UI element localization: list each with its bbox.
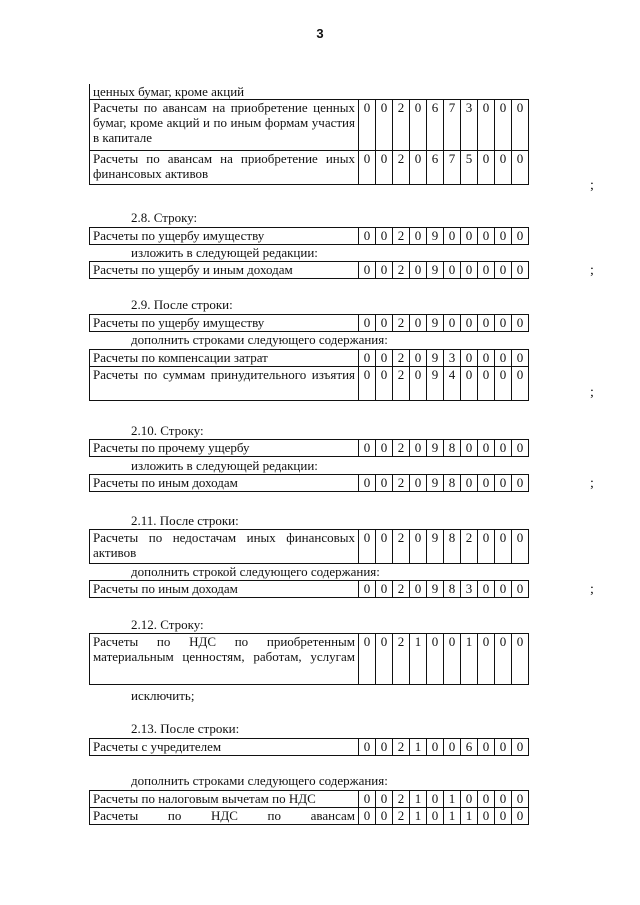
row-name: Расчеты по прочему ущербу [90,440,359,457]
section-heading: дополнить строками следующего содержания: [131,332,388,347]
code-digit: 2 [393,634,410,685]
code-digit: 0 [512,791,529,808]
row-name: Расчеты по недостачам иных финансовых активов [90,530,359,564]
code-digit: 0 [376,530,393,564]
code-digit: 0 [495,581,512,598]
code-digit: 0 [478,808,495,825]
code-digit: 1 [461,808,478,825]
code-digit: 1 [410,739,427,756]
table-row [90,581,529,598]
code-digit: 0 [359,440,376,457]
code-digit: 7 [444,151,461,185]
code-digit: 0 [512,228,529,245]
code-digit: 3 [461,581,478,598]
code-digit: 1 [410,808,427,825]
code-digit: 6 [427,100,444,151]
code-digit: 0 [512,367,529,401]
code-table [89,84,529,185]
code-digit: 0 [512,350,529,367]
row-name: ценных бумаг, кроме акций [90,84,529,100]
semicolon: ; [590,263,594,278]
code-digit: 8 [444,475,461,492]
code-digit: 0 [427,808,444,825]
code-digit: 0 [427,634,444,685]
page-number: 3 [316,26,324,41]
code-digit: 0 [478,151,495,185]
code-digit: 0 [410,350,427,367]
code-table [89,314,529,332]
code-digit: 0 [410,367,427,401]
code-digit: 0 [512,315,529,332]
code-digit: 0 [359,367,376,401]
semicolon: ; [590,582,594,597]
code-digit: 2 [393,262,410,279]
code-digit: 0 [495,367,512,401]
code-digit: 0 [376,808,393,825]
semicolon: ; [590,476,594,491]
code-digit: 6 [461,739,478,756]
code-digit: 0 [478,791,495,808]
code-digit: 6 [427,151,444,185]
code-digit: 0 [461,367,478,401]
code-digit: 0 [376,315,393,332]
code-digit: 0 [478,350,495,367]
code-table [89,349,529,401]
code-digit: 0 [478,367,495,401]
code-digit: 0 [444,315,461,332]
code-digit: 0 [359,581,376,598]
code-digit: 2 [393,791,410,808]
code-digit: 0 [512,739,529,756]
code-digit: 0 [410,228,427,245]
code-digit: 7 [444,100,461,151]
code-digit: 9 [427,440,444,457]
code-digit: 2 [393,100,410,151]
table-row [90,315,529,332]
code-digit: 0 [410,262,427,279]
code-digit: 0 [376,262,393,279]
code-digit: 0 [495,530,512,564]
semicolon: ; [590,178,594,193]
code-digit: 0 [512,151,529,185]
code-digit: 0 [512,475,529,492]
code-digit: 0 [478,100,495,151]
table-row [90,475,529,492]
code-digit: 0 [461,228,478,245]
code-digit: 0 [478,262,495,279]
code-digit: 2 [393,581,410,598]
code-digit: 0 [461,315,478,332]
code-digit: 0 [495,791,512,808]
code-digit: 0 [376,100,393,151]
code-digit: 0 [410,440,427,457]
code-digit: 0 [427,739,444,756]
code-table [89,439,529,457]
code-digit: 0 [495,808,512,825]
code-digit: 9 [427,530,444,564]
semicolon: ; [590,385,594,400]
section-heading: 2.10. Строку: [131,423,204,438]
code-digit: 2 [393,151,410,185]
code-digit: 0 [444,634,461,685]
code-digit: 4 [444,367,461,401]
code-digit: 8 [444,581,461,598]
section-heading: 2.8. Строку: [131,210,198,225]
code-digit: 3 [444,350,461,367]
code-digit: 0 [461,350,478,367]
table-row [90,262,529,279]
section-heading: исключить; [131,688,195,703]
code-digit: 0 [410,530,427,564]
code-digit: 0 [478,581,495,598]
code-digit: 0 [376,739,393,756]
code-digit: 1 [461,634,478,685]
code-digit: 9 [427,581,444,598]
code-digit: 0 [359,634,376,685]
code-digit: 0 [359,350,376,367]
code-digit: 0 [478,315,495,332]
code-digit: 0 [444,228,461,245]
code-digit: 0 [495,228,512,245]
section-heading: изложить в следующей редакции: [131,458,318,473]
code-digit: 0 [376,151,393,185]
code-digit: 0 [478,440,495,457]
code-digit: 9 [427,367,444,401]
code-digit: 1 [410,791,427,808]
row-name: Расчеты по авансам на приобретение иных финансовых активов [90,151,359,185]
code-digit: 0 [495,100,512,151]
section-heading: дополнить строкой следующего содержания: [131,564,380,579]
code-digit: 0 [495,315,512,332]
code-table [89,633,529,685]
code-digit: 0 [512,440,529,457]
code-digit: 0 [495,739,512,756]
table-row [90,84,529,100]
section-heading: 2.9. После строки: [131,297,233,312]
code-digit: 0 [478,530,495,564]
section-heading: 2.12. Строку: [131,617,204,632]
code-digit: 2 [393,739,410,756]
section-heading: 2.11. После строки: [131,513,239,528]
code-digit: 0 [495,350,512,367]
code-digit: 8 [444,530,461,564]
code-digit: 9 [427,228,444,245]
code-digit: 0 [376,791,393,808]
code-digit: 0 [478,739,495,756]
row-name: Расчеты по компенсации затрат [90,350,359,367]
code-digit: 0 [478,228,495,245]
code-digit: 0 [359,739,376,756]
table-row [90,440,529,457]
code-digit: 0 [478,634,495,685]
code-table [89,227,529,245]
code-digit: 0 [444,739,461,756]
code-digit: 9 [427,475,444,492]
code-digit: 0 [427,791,444,808]
code-digit: 0 [461,440,478,457]
code-digit: 0 [512,530,529,564]
code-digit: 0 [359,100,376,151]
code-digit: 0 [359,151,376,185]
code-digit: 1 [444,791,461,808]
row-name: Расчеты с учредителем [90,739,359,756]
code-digit: 0 [495,440,512,457]
code-digit: 0 [376,367,393,401]
code-digit: 2 [393,475,410,492]
code-digit: 0 [376,634,393,685]
code-digit: 2 [393,350,410,367]
code-digit: 0 [376,440,393,457]
code-digit: 0 [512,808,529,825]
code-digit: 0 [359,228,376,245]
code-digit: 2 [393,808,410,825]
code-digit: 0 [410,581,427,598]
code-table [89,261,529,279]
code-digit: 2 [393,530,410,564]
row-name: Расчеты по налоговым вычетам по НДС [90,791,359,808]
code-digit: 0 [376,228,393,245]
code-table [89,580,529,598]
code-digit: 9 [427,350,444,367]
row-name: Расчеты по ущербу и иным доходам [90,262,359,279]
code-digit: 0 [410,151,427,185]
code-digit: 0 [495,475,512,492]
table-row [90,634,529,685]
code-digit: 0 [359,791,376,808]
code-digit: 0 [410,315,427,332]
section-heading: изложить в следующей редакции: [131,245,318,260]
code-digit: 2 [461,530,478,564]
code-digit: 3 [461,100,478,151]
row-name: Расчеты по НДС по приобретенным материальным ценностям, работам, услугам [90,634,359,685]
code-digit: 0 [461,791,478,808]
code-digit: 0 [376,581,393,598]
code-digit: 0 [359,530,376,564]
row-name: Расчеты по иным доходам [90,581,359,598]
section-heading: дополнить строками следующего содержания: [131,773,388,788]
row-name: Расчеты по ущербу имуществу [90,315,359,332]
code-digit: 0 [359,315,376,332]
code-digit: 0 [444,262,461,279]
code-digit: 9 [427,262,444,279]
code-digit: 2 [393,367,410,401]
row-name: Расчеты по НДС по авансам [90,808,359,825]
code-digit: 1 [410,634,427,685]
code-digit: 0 [376,475,393,492]
code-digit: 0 [512,581,529,598]
code-digit: 0 [376,350,393,367]
code-digit: 0 [359,475,376,492]
table-row [90,739,529,756]
code-digit: 5 [461,151,478,185]
table-row [90,367,529,401]
section-heading: 2.13. После строки: [131,721,240,736]
code-table [89,738,529,756]
code-digit: 2 [393,440,410,457]
code-digit: 0 [512,262,529,279]
code-digit: 0 [359,808,376,825]
code-digit: 0 [495,634,512,685]
code-digit: 0 [495,151,512,185]
code-digit: 0 [461,262,478,279]
code-digit: 0 [461,475,478,492]
code-digit: 0 [478,475,495,492]
code-digit: 0 [410,475,427,492]
code-digit: 9 [427,315,444,332]
code-digit: 2 [393,315,410,332]
code-digit: 0 [512,100,529,151]
code-digit: 0 [512,634,529,685]
table-row [90,808,529,825]
code-digit: 0 [410,100,427,151]
row-name: Расчеты по иным доходам [90,475,359,492]
code-digit: 0 [359,262,376,279]
code-digit: 1 [444,808,461,825]
code-digit: 8 [444,440,461,457]
table-row [90,151,529,185]
row-name: Расчеты по суммам принудительного изъятия [90,367,359,401]
code-digit: 2 [393,228,410,245]
row-name: Расчеты по авансам на приобретение ценных бумаг, кроме акций и по иным формам участия в капитале [90,100,359,151]
code-table [89,474,529,492]
code-table [89,529,529,564]
table-row [90,100,529,151]
code-table [89,790,529,825]
table-row [90,791,529,808]
table-row [90,350,529,367]
table-row [90,228,529,245]
code-digit: 0 [495,262,512,279]
table-row [90,530,529,564]
row-name: Расчеты по ущербу имуществу [90,228,359,245]
